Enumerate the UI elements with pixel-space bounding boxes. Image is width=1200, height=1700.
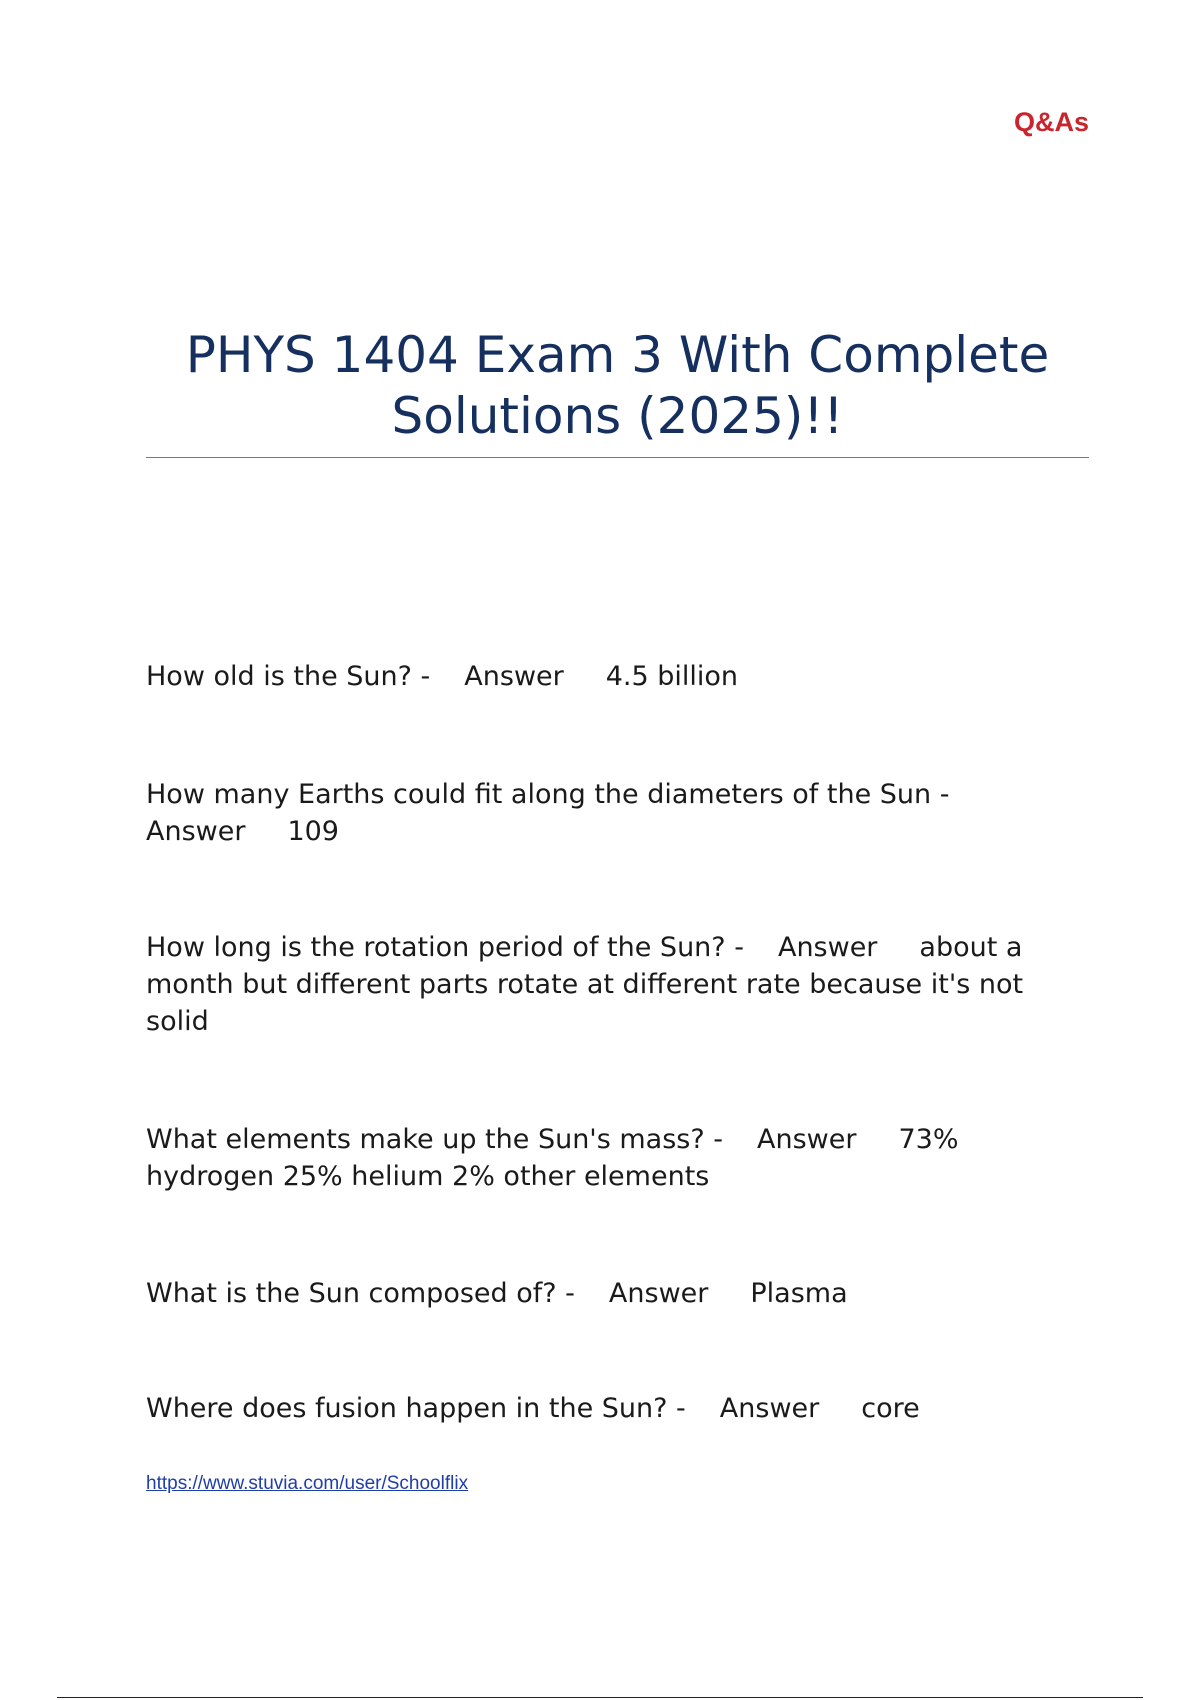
header-tag: Q&As [1013,107,1089,137]
title-line-2: Solutions (2025)!! [391,387,844,445]
answer-text: solid [146,1006,209,1037]
answer-label: Answer [757,1124,857,1155]
answer-text: Plasma [750,1278,848,1309]
title-line-1: PHYS 1404 Exam 3 With Complete [185,326,1050,384]
answer-text: 73% [898,1124,959,1155]
question-text: Where does fusion happen in the Sun? - [146,1393,686,1424]
page-title [146,325,1089,447]
qa-item [146,776,1076,850]
qa-item [146,929,1076,1040]
answer-label: Answer [464,661,564,692]
answer-text: core [861,1393,920,1424]
answer-label: Answer [719,1393,820,1424]
answer-text: month but different parts rotate at different rate because it's not [146,969,1024,1000]
answer-label: Answer [146,816,246,847]
answer-text: 109 [287,816,339,847]
question-text: How old is the Sun? - [146,661,431,692]
title-divider [146,457,1089,458]
question-text: What is the Sun composed of? - [146,1278,575,1309]
answer-label: Answer [777,932,878,963]
qa-item [146,1121,1076,1195]
answer-text: 4.5 billion [605,661,739,692]
source-link[interactable]: https://www.stuvia.com/user/Schoolflix [146,1473,469,1494]
qa-item [146,1275,1076,1312]
qa-item [146,658,1076,695]
question-text: How long is the rotation period of the Sun? - [146,932,744,963]
question-text: What elements make up the Sun's mass? - [146,1124,724,1155]
footer-divider [57,1697,1143,1698]
answer-label: Answer [608,1278,709,1309]
answer-text: hydrogen 25% helium 2% other elements [146,1161,710,1192]
title-block [146,325,1089,447]
qa-item [146,1390,1076,1427]
question-text: How many Earths could fit along the diameters of the Sun - [146,779,950,810]
answer-text: about a [919,932,1023,963]
